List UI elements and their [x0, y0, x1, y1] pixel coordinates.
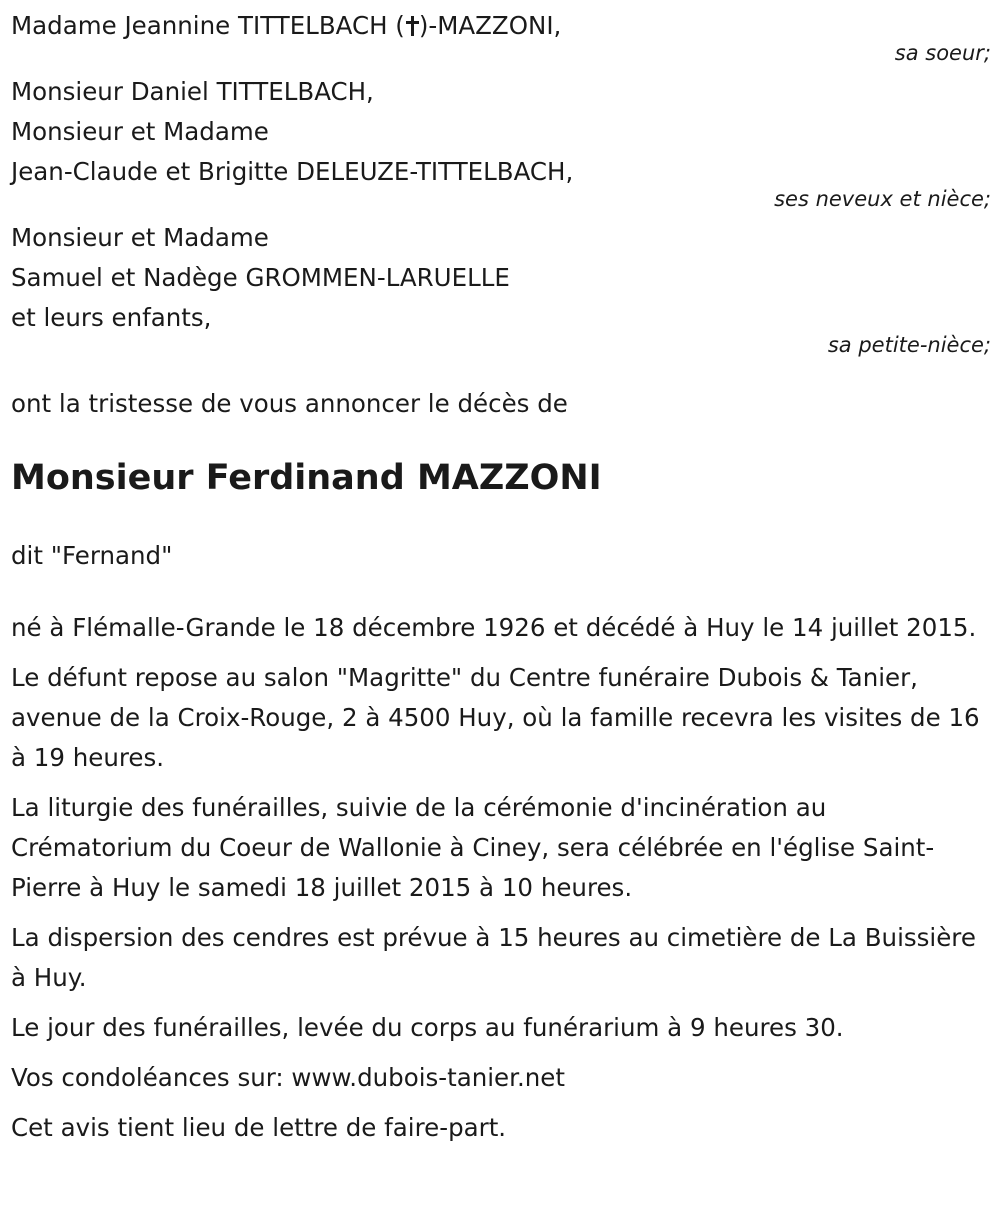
notice-paragraph: Cet avis tient lieu de lettre de faire-part. — [11, 1113, 507, 1142]
family-group-grandniece — [11, 218, 991, 358]
notice-details — [11, 608, 991, 1148]
deceased-name: Monsieur Ferdinand MAZZONI — [11, 458, 602, 498]
deceased-nickname: dit "Fernand" — [11, 541, 173, 570]
sister-name-suffix: )-MAZZONI, — [418, 11, 562, 40]
departure-paragraph: Le jour des funérailles, levée du corps au funérarium à 9 heures 30. — [11, 1013, 844, 1042]
condolences-paragraph: Vos condoléances sur: www.dubois-tanier.net — [11, 1063, 565, 1092]
announcement-text: ont la tristesse de vous annoncer le décès de — [11, 389, 568, 418]
grandniece-line: Samuel et Nadège GROMMEN-LARUELLE — [11, 263, 510, 292]
ashes-paragraph: La dispersion des cendres est prévue à 15 heures au cimetière de La Buissière à Huy. — [11, 923, 976, 992]
nephews-relation: ses neveux et nièce; — [774, 187, 991, 211]
nephew-line: Monsieur et Madame — [11, 117, 269, 146]
grandniece-relation: sa petite-nièce; — [827, 333, 991, 357]
nephew-line: Monsieur Daniel TITTELBACH, — [11, 77, 374, 106]
liturgy-paragraph: La liturgie des funérailles, suivie de la cérémonie d'incinération au Crématorium du Coeur de Wallonie à Ciney, sera célébrée en l'église Saint-Pierre à Huy le samedi 18 juillet 2015 à 10 heures. — [11, 793, 935, 902]
obituary-notice — [11, 6, 991, 1158]
grandniece-line: et leurs enfants, — [11, 303, 212, 332]
family-group-nephews — [11, 72, 991, 212]
nephew-line: Jean-Claude et Brigitte DELEUZE-TITTELBACH, — [11, 157, 574, 186]
family-group-sister — [11, 6, 991, 66]
viewing-paragraph: Le défunt repose au salon "Magritte" du Centre funéraire Dubois & Tanier, avenue de la Croix-Rouge, 2 à 4500 Huy, où la famille recevra les visites de 16 à 19 heures. — [11, 663, 980, 772]
grandniece-line: Monsieur et Madame — [11, 223, 269, 252]
sister-relation: sa soeur; — [894, 41, 991, 65]
sister-name-prefix: Madame Jeannine TITTELBACH ( — [11, 11, 405, 40]
cross-icon — [406, 16, 418, 36]
birth-death-paragraph: né à Flémalle-Grande le 18 décembre 1926 et décédé à Huy le 14 juillet 2015. — [11, 613, 977, 642]
